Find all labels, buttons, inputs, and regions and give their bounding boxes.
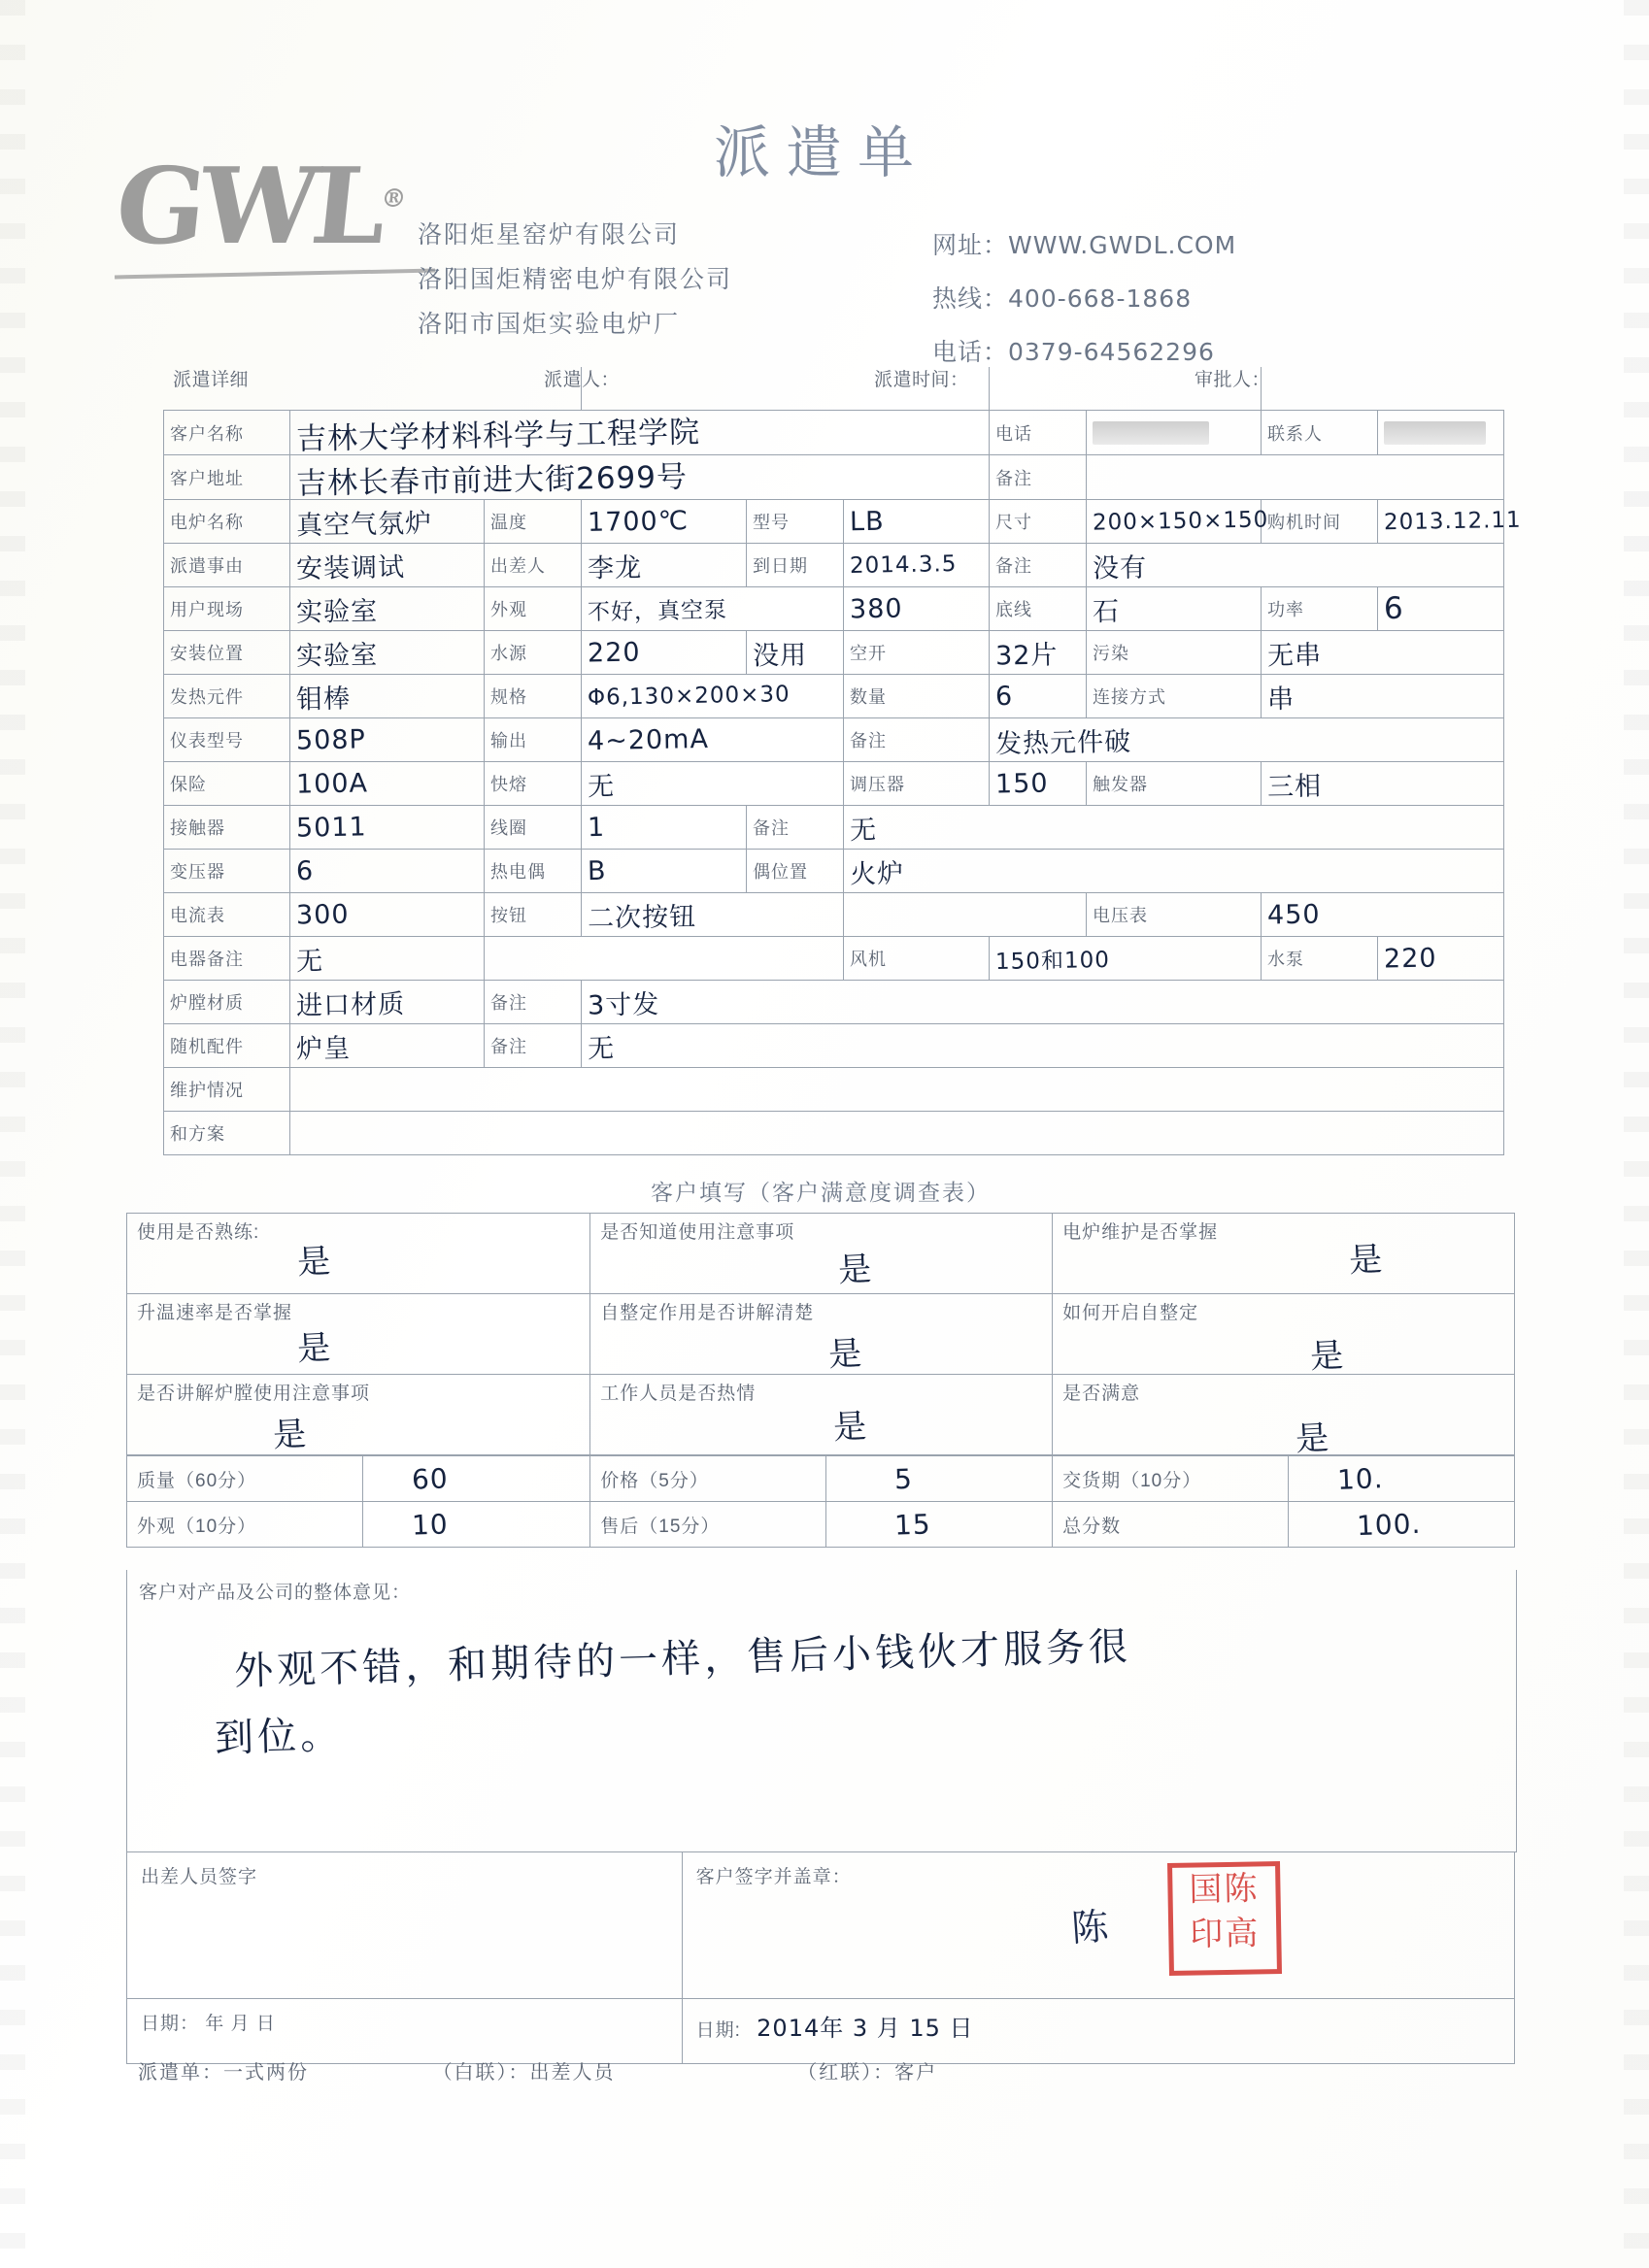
row-label-spec: 规格 xyxy=(485,675,582,718)
customer-signature-cell xyxy=(682,1852,1514,1999)
row-label-model: 型号 xyxy=(747,500,844,544)
row-value-ground xyxy=(1087,587,1262,631)
hand-remark-2: 没有 xyxy=(1092,552,1148,584)
row-label-breaker: 空开 xyxy=(844,631,990,675)
row-label-power: 功率 xyxy=(1262,587,1378,631)
row-label-transformer: 变压器 xyxy=(164,850,290,893)
redacted-contact xyxy=(1384,421,1486,445)
hand-button: 二次按钮 xyxy=(587,901,697,934)
stamp-text: 国陈印高 xyxy=(1188,1869,1261,1954)
survey-cell-q4 xyxy=(127,1294,590,1375)
row-label-output: 输出 xyxy=(485,718,582,762)
footer-left: 派遣单：一式两份 xyxy=(138,2062,309,2084)
row-value-regulator xyxy=(990,762,1087,806)
score-row xyxy=(127,1502,1515,1548)
row-value-accessories xyxy=(290,1024,485,1068)
footer-middle: （白联）：出差人员 xyxy=(432,2062,616,2084)
row-label-traveler: 出差人 xyxy=(485,544,582,587)
row-label-remark-2: 备注 xyxy=(990,544,1087,587)
hand-customer-signature: 陈 xyxy=(1069,1904,1111,1951)
hand-accessories: 炉皇 xyxy=(295,1033,352,1064)
row-value-button xyxy=(582,893,844,937)
row-value-breaker xyxy=(990,631,1087,675)
row-label-maintenance: 维护情况 xyxy=(164,1068,290,1112)
footer-right: （红联）：客户 xyxy=(797,2062,938,2084)
survey-table xyxy=(126,1213,1515,1459)
score-label-delivery: 交货期（10分） xyxy=(1053,1456,1289,1502)
row-label-customer-address: 客户地址 xyxy=(164,455,290,500)
survey-row xyxy=(127,1375,1515,1455)
signature-table xyxy=(126,1851,1515,2064)
table-row xyxy=(164,587,1504,631)
row-label-couple-position: 偶位置 xyxy=(747,850,844,893)
row-value-quantity xyxy=(990,675,1087,718)
row-label-button: 按钮 xyxy=(485,893,582,937)
row-label-arrival-date: 到日期 xyxy=(747,544,844,587)
scan-edge-left xyxy=(0,0,25,2268)
row-value-customer-address xyxy=(290,455,990,500)
row-value-contactor xyxy=(290,806,485,850)
customer-date-label: 日期: xyxy=(695,2020,741,2041)
row-value-coil xyxy=(582,806,747,850)
hand-remark-4: 无 xyxy=(849,815,878,846)
survey-answer-8: 是 xyxy=(832,1407,869,1448)
row-label-thermocouple: 热电偶 xyxy=(485,850,582,893)
row-label-heating-element: 发热元件 xyxy=(164,675,290,718)
table-row xyxy=(164,981,1504,1024)
row-value-dispatch-reason xyxy=(290,544,485,587)
customer-signature-label: 客户签字并盖章： xyxy=(695,1867,852,1887)
hand-transformer: 6 xyxy=(295,855,315,886)
hand-score-appearance: 10 xyxy=(411,1507,450,1542)
score-label-appearance: 外观（10分） xyxy=(127,1502,363,1548)
company-line-1: 洛阳炬星窑炉有限公司 xyxy=(418,220,681,249)
approver-label: 审批人： xyxy=(1195,370,1271,390)
hand-water-note: 没用 xyxy=(752,640,808,671)
survey-question-9: 是否满意 xyxy=(1062,1384,1141,1404)
table-row xyxy=(164,1024,1504,1068)
hand-dispatch-reason: 安装调试 xyxy=(295,551,406,584)
row-value-remark-6 xyxy=(582,1024,1504,1068)
staff-signature-cell xyxy=(127,1852,683,1999)
survey-question-2: 是否知道使用注意事项 xyxy=(600,1222,795,1243)
row-label-meter-model: 仪表型号 xyxy=(164,718,290,762)
row-value-purchase-date xyxy=(1378,500,1522,544)
row-label-contact: 联系人 xyxy=(1262,411,1378,455)
scan-edge-right xyxy=(1624,0,1649,2268)
detail-label: 派遣详细 xyxy=(173,370,250,390)
table-row xyxy=(164,893,1504,937)
hand-model: LB xyxy=(849,506,885,537)
survey-cell-q3 xyxy=(1053,1214,1515,1294)
survey-question-6: 如何开启自整定 xyxy=(1062,1303,1199,1323)
signature-row xyxy=(127,1852,1515,1999)
dispatch-time-label: 派遣时间： xyxy=(874,370,969,390)
contact-hotline: 热线：400-668-1868 xyxy=(932,284,1193,313)
hand-fan: 150和100 xyxy=(994,947,1111,975)
hand-score-delivery: 10. xyxy=(1336,1461,1385,1496)
row-label-fan: 风机 xyxy=(844,937,990,981)
table-row xyxy=(164,718,1504,762)
row-label-quantity: 数量 xyxy=(844,675,990,718)
hand-customer-address: 吉林长春市前进大街2699号 xyxy=(295,459,689,502)
row-label-customer-name: 客户名称 xyxy=(164,411,290,455)
row-spacer-ammeter xyxy=(844,893,1087,937)
hand-breaker: 32片 xyxy=(994,639,1059,672)
hand-arrival-date: 2014.3.5 xyxy=(849,551,958,579)
row-value-couple-position xyxy=(844,850,1504,893)
row-value-remark-1 xyxy=(1087,455,1504,500)
row-value-fast-fuse xyxy=(582,762,844,806)
hand-comment-line-2: 到位。 xyxy=(214,1713,344,1761)
survey-answer-6: 是 xyxy=(1309,1336,1346,1377)
survey-cell-q7 xyxy=(127,1375,590,1455)
row-label-temperature: 温度 xyxy=(485,500,582,544)
hand-fuse: 100A xyxy=(295,767,369,800)
row-label-install-location: 安装位置 xyxy=(164,631,290,675)
table-row xyxy=(164,544,1504,587)
row-label-regulator: 调压器 xyxy=(844,762,990,806)
customer-survey-section xyxy=(126,1175,1515,1548)
row-label-voltmeter: 电压表 xyxy=(1087,893,1262,937)
hand-install-location: 实验室 xyxy=(295,639,379,672)
hand-quantity: 6 xyxy=(994,681,1014,712)
company-line-2: 洛阳国炬精密电炉有限公司 xyxy=(418,265,733,293)
row-value-plan xyxy=(290,1112,1504,1155)
row-label-pollution: 污染 xyxy=(1087,631,1262,675)
score-value-delivery xyxy=(1289,1456,1515,1502)
survey-answer-7: 是 xyxy=(272,1415,309,1455)
survey-question-7: 是否讲解炉膛使用注意事项 xyxy=(137,1384,371,1404)
row-value-remark-4 xyxy=(844,806,1504,850)
logo-text: GWL xyxy=(110,146,387,268)
row-value-pollution xyxy=(1262,631,1504,675)
row-value-spec xyxy=(582,675,844,718)
survey-row xyxy=(127,1294,1515,1375)
row-value-voltage xyxy=(844,587,990,631)
table-header-row xyxy=(164,367,1504,411)
staff-signature-label: 出差人员签字 xyxy=(141,1867,258,1887)
row-label-fuse: 保险 xyxy=(164,762,290,806)
row-value-chamber-material xyxy=(290,981,485,1024)
row-spacer-electrical xyxy=(485,937,844,981)
table-row xyxy=(164,631,1504,675)
hand-user-site: 实验室 xyxy=(295,595,379,628)
row-value-remark-5 xyxy=(582,981,1504,1024)
row-label-accessories: 随机配件 xyxy=(164,1024,290,1068)
row-value-size xyxy=(1087,500,1269,544)
row-value-furnace-name xyxy=(290,500,485,544)
survey-answer-9: 是 xyxy=(1295,1418,1331,1459)
hand-water-source: 220 xyxy=(587,637,641,668)
survey-cell-q6 xyxy=(1053,1294,1515,1375)
hand-meter-model: 508P xyxy=(295,723,367,756)
row-value-arrival-date xyxy=(844,544,990,587)
row-value-meter-model xyxy=(290,718,485,762)
row-label-appearance: 外观 xyxy=(485,587,582,631)
table-row xyxy=(164,500,1504,544)
row-label-coil: 线圈 xyxy=(485,806,582,850)
row-value-trigger xyxy=(1262,762,1504,806)
table-row xyxy=(164,937,1504,981)
row-value-output xyxy=(582,718,844,762)
hand-spec: Φ6,130×200×30 xyxy=(587,682,791,711)
row-value-customer-name xyxy=(290,411,990,455)
row-value-contact xyxy=(1378,411,1504,455)
row-value-appearance xyxy=(582,587,844,631)
hand-connection: 串 xyxy=(1266,684,1296,715)
hand-fast-fuse: 无 xyxy=(587,771,616,802)
hand-power: 6 xyxy=(1383,590,1405,627)
survey-cell-q9 xyxy=(1053,1375,1515,1459)
table-row xyxy=(164,455,1504,500)
score-value-aftersales xyxy=(826,1502,1053,1548)
hand-voltmeter: 450 xyxy=(1266,899,1321,930)
row-label-contactor: 接触器 xyxy=(164,806,290,850)
row-label-remark-5: 备注 xyxy=(485,981,582,1024)
dispatch-detail-table xyxy=(163,367,1522,1155)
hand-coil: 1 xyxy=(587,812,606,843)
hand-customer-name: 吉林大学材料科学与工程学院 xyxy=(295,415,701,457)
contact-website: 网址：WWW.GWDL.COM xyxy=(932,231,1237,259)
hand-regulator: 150 xyxy=(994,768,1049,799)
survey-answer-3: 是 xyxy=(1348,1240,1385,1281)
score-row xyxy=(127,1456,1515,1502)
survey-question-4: 升温速率是否掌握 xyxy=(137,1303,293,1323)
hand-electrical-remark: 无 xyxy=(295,946,324,977)
row-label-remark-1: 备注 xyxy=(990,455,1087,500)
row-value-user-site xyxy=(290,587,485,631)
staff-date-cell xyxy=(127,1999,683,2064)
row-label-trigger: 触发器 xyxy=(1087,762,1262,806)
hand-size: 200×150×150 xyxy=(1092,507,1269,536)
score-label-aftersales: 售后（15分） xyxy=(590,1502,826,1548)
row-label-remark-3: 备注 xyxy=(844,718,990,762)
survey-title: 客户填写（客户满意度调查表） xyxy=(651,1180,991,1205)
row-label-ground: 底线 xyxy=(990,587,1087,631)
survey-question-3: 电炉维护是否掌握 xyxy=(1062,1222,1219,1243)
hand-traveler: 李龙 xyxy=(587,552,643,584)
hand-output: 4~20mA xyxy=(587,723,710,756)
row-label-remark-4: 备注 xyxy=(747,806,844,850)
row-label-phone: 电话 xyxy=(990,411,1087,455)
row-value-temperature xyxy=(582,500,747,544)
survey-cell-q8 xyxy=(590,1375,1053,1455)
hand-score-quality: 60 xyxy=(411,1461,450,1496)
score-table xyxy=(126,1455,1515,1548)
row-value-model xyxy=(844,500,990,544)
survey-row xyxy=(127,1214,1515,1294)
hand-furnace-name: 真空气氛炉 xyxy=(295,508,433,541)
hand-purchase-date: 2013.12.11 xyxy=(1383,507,1522,536)
row-label-plan: 和方案 xyxy=(164,1112,290,1155)
row-value-remark-2 xyxy=(1087,544,1504,587)
survey-answer-4: 是 xyxy=(296,1328,333,1369)
company-line-3: 洛阳市国炬实验电炉厂 xyxy=(418,310,681,338)
score-label-total: 总分数 xyxy=(1053,1502,1289,1548)
hand-ground: 石 xyxy=(1092,596,1121,627)
row-label-pump: 水泵 xyxy=(1262,937,1378,981)
row-label-ammeter: 电流表 xyxy=(164,893,290,937)
row-value-install-location xyxy=(290,631,485,675)
row-value-voltmeter xyxy=(1262,893,1504,937)
hand-chamber-material: 进口材质 xyxy=(295,988,406,1021)
survey-answer-2: 是 xyxy=(837,1250,874,1290)
row-label-electrical-remark: 电器备注 xyxy=(164,937,290,981)
row-label-connection: 连接方式 xyxy=(1087,675,1262,718)
score-value-quality xyxy=(362,1456,589,1502)
footer-note xyxy=(126,2056,1515,2085)
row-label-chamber-material: 炉膛材质 xyxy=(164,981,290,1024)
customer-date-cell xyxy=(682,1999,1514,2064)
row-value-water-source xyxy=(582,631,747,675)
company-stamp xyxy=(1167,1861,1282,1976)
row-label-user-site: 用户现场 xyxy=(164,587,290,631)
row-label-remark-6: 备注 xyxy=(485,1024,582,1068)
survey-question-1: 使用是否熟练: xyxy=(137,1222,260,1243)
table-row xyxy=(164,850,1504,893)
table-row xyxy=(164,411,1504,455)
company-logo xyxy=(110,146,412,268)
table-row xyxy=(164,1068,1504,1112)
row-value-pump xyxy=(1378,937,1504,981)
row-label-fast-fuse: 快熔 xyxy=(485,762,582,806)
table-row xyxy=(164,1112,1504,1155)
row-label-purchase-date: 购机时间 xyxy=(1262,500,1378,544)
survey-cell-q1 xyxy=(127,1214,590,1294)
survey-question-8: 工作人员是否热情 xyxy=(600,1384,757,1404)
hand-remark-5: 3寸发 xyxy=(587,988,660,1021)
score-label-quality: 质量（60分） xyxy=(127,1456,363,1502)
row-value-ammeter xyxy=(290,893,485,937)
hand-contactor: 5011 xyxy=(295,811,367,844)
row-value-remark-3 xyxy=(990,718,1504,762)
score-value-price xyxy=(826,1456,1053,1502)
row-value-power xyxy=(1378,587,1504,631)
hand-score-aftersales: 15 xyxy=(893,1507,932,1542)
contact-phone: 电话：0379-64562296 xyxy=(932,338,1215,366)
hand-pump: 220 xyxy=(1383,943,1437,974)
hand-comment-line-1: 外观不错，和期待的一样，售后小钱伙才服务很 xyxy=(233,1624,1132,1694)
hand-temperature: 1700℃ xyxy=(587,505,690,538)
hand-customer-date: 2014年 3 月 15 日 xyxy=(757,2015,974,2042)
hand-pollution: 无串 xyxy=(1266,640,1323,671)
score-label-price: 价格（5分） xyxy=(590,1456,826,1502)
page-title: 派遣单 xyxy=(714,119,930,185)
row-label-furnace-name: 电炉名称 xyxy=(164,500,290,544)
comment-label: 客户对产品及公司的整体意见： xyxy=(139,1583,412,1603)
row-value-connection xyxy=(1262,675,1504,718)
row-value-maintenance xyxy=(290,1068,1504,1112)
hand-heating-element: 钼棒 xyxy=(295,684,352,715)
row-label-dispatch-reason: 派遣事由 xyxy=(164,544,290,587)
row-value-electrical-remark xyxy=(290,937,485,981)
hand-couple-position: 火炉 xyxy=(849,858,905,889)
hand-appearance: 不好，真空泵 xyxy=(587,597,728,625)
hand-thermocouple: B xyxy=(587,855,607,886)
score-value-appearance xyxy=(362,1502,589,1548)
hand-remark-6: 无 xyxy=(587,1033,616,1064)
row-value-fan xyxy=(990,937,1262,981)
survey-answer-5: 是 xyxy=(827,1334,864,1375)
customer-comment-box xyxy=(126,1570,1517,1852)
row-value-traveler xyxy=(582,544,747,587)
row-value-phone xyxy=(1087,411,1262,455)
row-value-fuse xyxy=(290,762,485,806)
table-row xyxy=(164,675,1504,718)
survey-cell-q5 xyxy=(590,1294,1053,1375)
row-value-water-note xyxy=(747,631,844,675)
hand-trigger: 三相 xyxy=(1266,771,1323,802)
registered-mark: ® xyxy=(379,184,408,214)
staff-date-label: 日期： 年 月 日 xyxy=(141,2014,276,2034)
row-label-water-source: 水源 xyxy=(485,631,582,675)
row-value-thermocouple xyxy=(582,850,747,893)
score-value-total xyxy=(1289,1502,1515,1548)
hand-score-total: 100. xyxy=(1356,1507,1422,1542)
dispatcher-label: 派遣人： xyxy=(544,370,621,390)
hand-remark-3: 发热元件破 xyxy=(994,726,1132,759)
hand-score-price: 5 xyxy=(893,1462,914,1495)
table-row xyxy=(164,762,1504,806)
survey-question-5: 自整定作用是否讲解清楚 xyxy=(600,1303,815,1323)
row-value-heating-element xyxy=(290,675,485,718)
survey-answer-1: 是 xyxy=(296,1242,333,1283)
row-value-transformer xyxy=(290,850,485,893)
table-row xyxy=(164,806,1504,850)
row-label-size: 尺寸 xyxy=(990,500,1087,544)
signature-date-row xyxy=(127,1999,1515,2064)
hand-voltage: 380 xyxy=(849,593,903,624)
redacted-phone xyxy=(1093,421,1209,445)
survey-cell-q2 xyxy=(590,1214,1053,1294)
hand-ammeter: 300 xyxy=(295,899,350,930)
